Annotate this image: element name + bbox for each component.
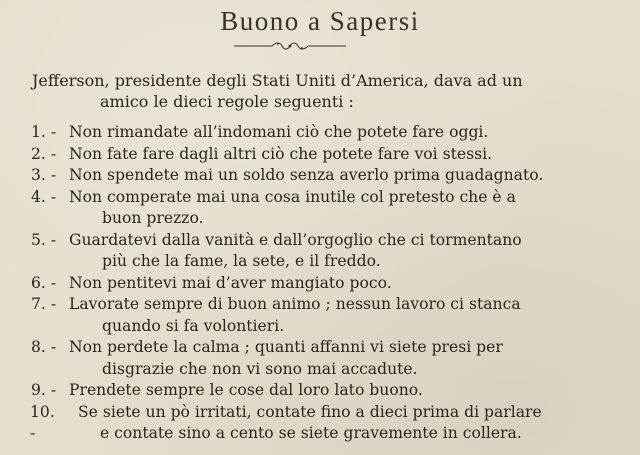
rule-text: Prendete sempre le cose dal loro lato buono. xyxy=(69,381,423,399)
intro-line-2: amico le dieci regole seguenti : xyxy=(100,92,354,111)
rule-text: Non fate fare dagli altri ciò che potete fare voi stessi. xyxy=(69,144,493,163)
rule-item xyxy=(0,187,640,230)
rule-item xyxy=(0,294,640,337)
rule-text: Non spendete mai un soldo senza averlo prima guadagnato. xyxy=(69,166,544,184)
intro-line-1: Jefferson, presidente degli Stati Uniti d’America, dava ad un xyxy=(32,71,523,90)
rule-text: Non rimandate all’indomani ciò che potete fare oggi. xyxy=(69,123,489,141)
rule-number: 4. - xyxy=(31,187,57,206)
rule-item xyxy=(0,273,640,295)
rule-text: Lavorate sempre di buon animo ; nessun lavoro ci stanca xyxy=(69,295,521,313)
rule-number: 9. - xyxy=(31,381,57,399)
rule-number: 1. - xyxy=(31,123,57,141)
rule-text: Non perdete la calma ; quanti affanni vi siete presi per xyxy=(69,338,503,356)
rule-text-continuation: e contate sino a cento se siete gravemente in collera. xyxy=(100,424,522,442)
rule-item xyxy=(0,144,640,166)
rule-item xyxy=(0,230,640,273)
rule-number: 7. - xyxy=(31,295,57,313)
rule-item xyxy=(0,402,640,445)
rules-list xyxy=(0,122,640,445)
rule-text: Se siete un pò irritati, contate fino a dieci prima di parlare xyxy=(78,402,542,421)
rule-number: 3. - xyxy=(31,166,57,184)
rule-text-continuation: buon prezzo. xyxy=(102,209,204,227)
rule-text: Guardatevi dalla vanità e dall’orgoglio che ci tormentano xyxy=(69,230,522,249)
rule-item xyxy=(0,337,640,380)
rule-text-continuation: quando si fa volontieri. xyxy=(102,316,285,335)
rule-item xyxy=(0,165,640,187)
rule-item xyxy=(0,380,640,402)
rule-text: Non comperate mai una cosa inutile col pretesto che è a xyxy=(69,187,516,206)
rule-text-continuation: disgrazie che non vi sono mai accadute. xyxy=(102,359,418,378)
rule-number: 5. - xyxy=(31,230,57,249)
rule-text: Non pentitevi mai d’aver mangiato poco. xyxy=(69,273,392,292)
rule-number: 2. - xyxy=(31,144,57,163)
rule-number: 8. - xyxy=(31,338,57,356)
rule-number: 6. - xyxy=(31,273,57,292)
intro-paragraph xyxy=(32,70,592,112)
page-title: Buono a Sapersi xyxy=(220,6,420,36)
ornament-divider xyxy=(232,40,348,52)
rule-text-continuation: più che la fame, la sete, e il freddo. xyxy=(102,252,381,270)
rule-item xyxy=(0,122,640,144)
rule-number: 10. - xyxy=(30,402,55,442)
